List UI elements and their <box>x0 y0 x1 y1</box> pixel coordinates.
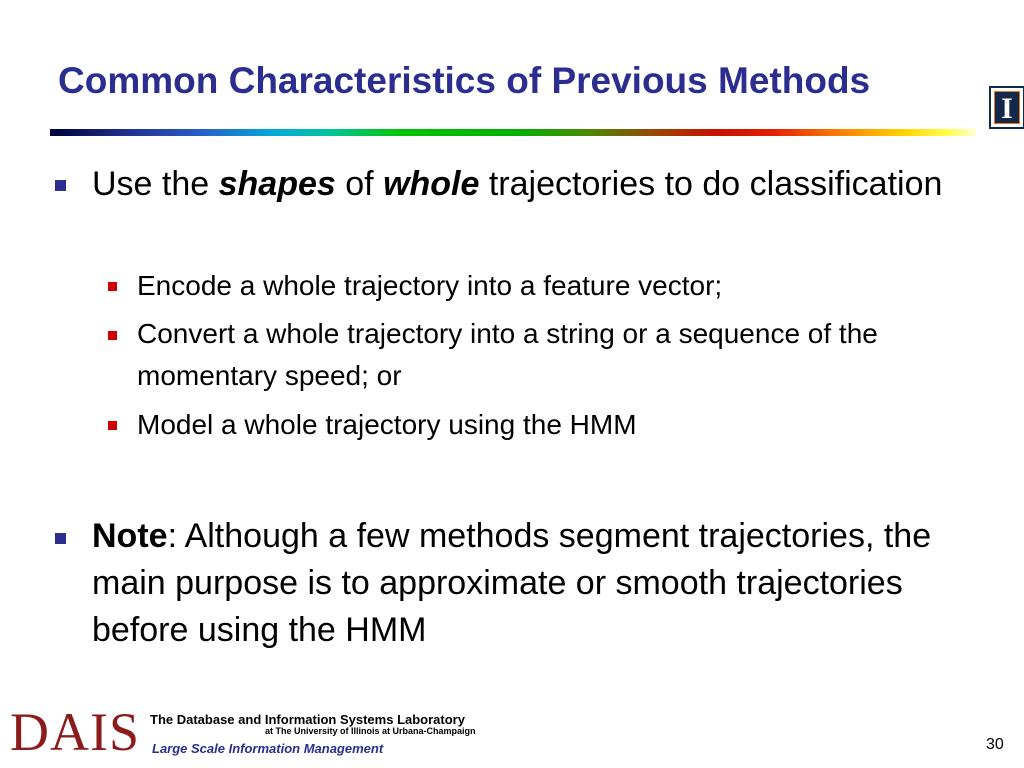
bullet-text: Use the <box>92 165 219 203</box>
bullet-marker-icon <box>55 533 66 544</box>
sub-bullet-marker-icon <box>108 331 117 340</box>
sub-bullet-marker-icon <box>108 421 117 430</box>
dais-logo: DAIS <box>10 702 141 762</box>
emphasized-word: shapes <box>218 165 336 203</box>
page-number: 30 <box>986 736 1004 753</box>
sub-bullet-item: Convert a whole trajectory into a string or a sequence of the momentary speed; or <box>137 318 878 391</box>
slide-title: Common Characteristics of Previous Methods <box>58 60 871 101</box>
bullet-item <box>92 161 952 208</box>
bullet-marker-icon <box>55 180 66 191</box>
lab-name: The Database and Information Systems Laboratory <box>150 712 465 727</box>
block-i-letter: I <box>994 91 1020 124</box>
bullet-text: trajectories to do classification <box>479 165 943 203</box>
group-name: Large Scale Information Management <box>152 741 384 756</box>
title-divider <box>50 129 976 136</box>
sub-bullet-item: Model a whole trajectory using the HMM <box>137 409 637 440</box>
emphasized-word: whole <box>383 165 480 203</box>
bullet-text: : Although a few methods segment trajectories, the main purpose is to approximate or smooth trajectories before using the HMM <box>92 517 932 649</box>
note-label: Note <box>92 517 168 555</box>
bullet-text: of <box>335 165 384 203</box>
sub-bullet-item: Encode a whole trajectory into a feature vector; <box>137 270 723 301</box>
lab-affiliation: at The University of Illinois at Urbana-Champaign <box>265 726 476 736</box>
bullet-item <box>92 513 952 654</box>
sub-bullet-marker-icon <box>108 282 117 291</box>
university-logo-icon <box>989 86 1024 129</box>
